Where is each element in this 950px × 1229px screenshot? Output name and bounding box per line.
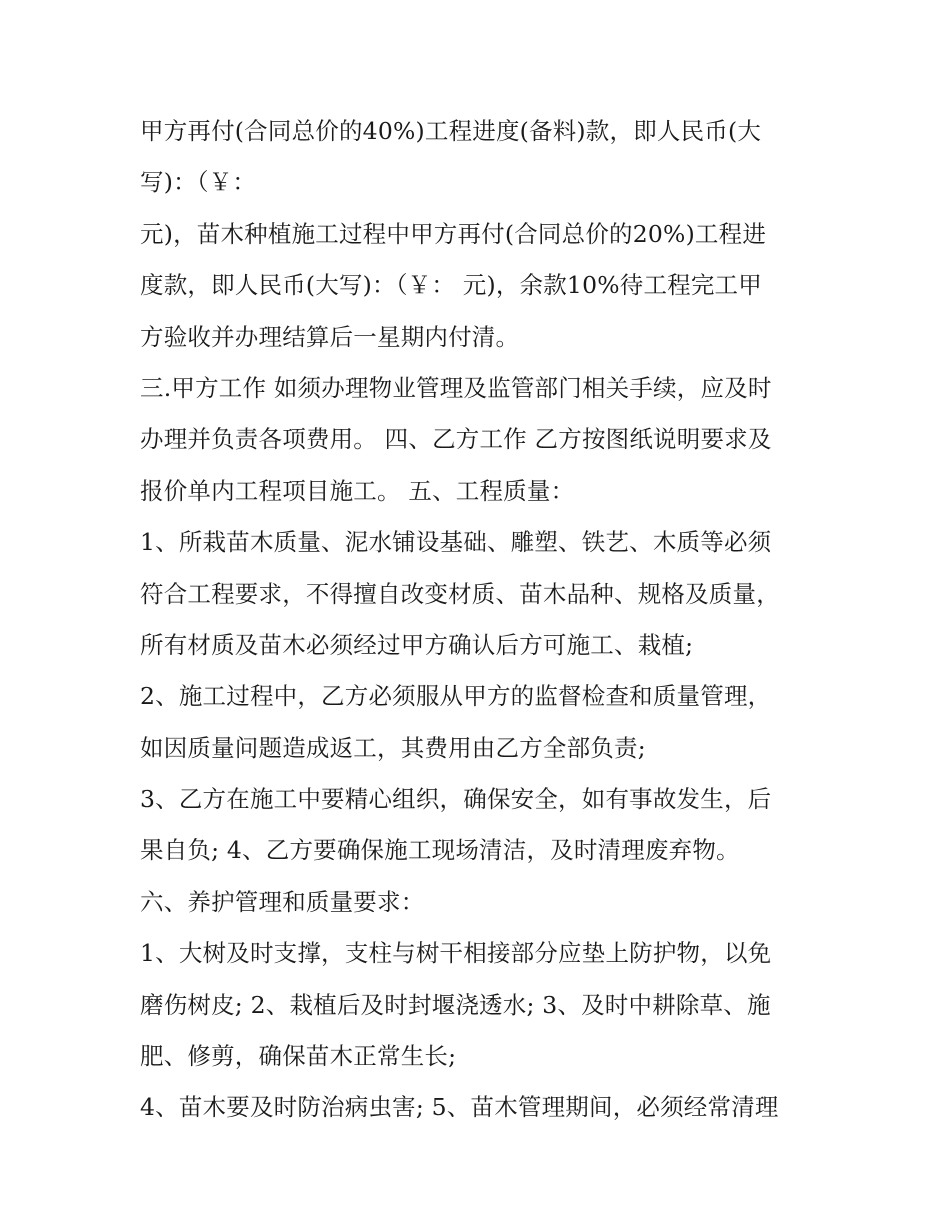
text-line: 所有材质及苗木必须经过甲方确认后方可施工、栽植; (140, 630, 694, 659)
text-line: 三.甲方工作 如须办理物业管理及监管部门相关手续，应及时 (140, 373, 772, 402)
text-line: 元)，苗木种植施工过程中甲方再付(合同总价的20%)工程进 (140, 219, 767, 248)
text-line: 1、大树及时支撑，支柱与树干相接部分应垫上防护物，以免 (140, 939, 772, 968)
text-line: 写)：（￥： (140, 168, 257, 197)
text-line: 1、所栽苗木质量、泥水铺设基础、雕塑、铁艺、木质等必须 (140, 528, 772, 557)
text-line: 六、养护管理和质量要求： (140, 887, 425, 916)
text-line: 4、苗木要及时防治病虫害; 5、苗木管理期间，必须经常清理 (140, 1093, 779, 1122)
text-line: 果自负; 4、乙方要确保施工现场清洁，及时清理废弃物。 (140, 836, 740, 865)
text-line: 肥、修剪，确保苗木正常生长; (140, 1042, 457, 1071)
text-line: 方验收并办理结算后一星期内付清。 (140, 322, 520, 351)
text-line: 磨伤树皮; 2、栽植后及时封堰浇透水; 3、及时中耕除草、施 (140, 990, 771, 1019)
document-body (140, 106, 820, 1134)
text-line: 报价单内工程项目施工。 五、工程质量： (140, 476, 575, 505)
text-line: 3、乙方在施工中要精心组织，确保安全，如有事故发生，后 (140, 785, 772, 814)
text-line: 符合工程要求，不得擅自改变材质、苗木品种、规格及质量， (140, 579, 780, 608)
text-line: 如因质量问题造成返工，其费用由乙方全部负责; (140, 733, 646, 762)
text-line: 度款，即人民币(大写)：（￥： 元)，余款10%待工程完工甲 (140, 271, 762, 300)
text-line: 办理并负责各项费用。 四、乙方工作 乙方按图纸说明要求及 (140, 425, 772, 454)
text-line: 2、施工过程中，乙方必须服从甲方的监督检查和质量管理， (140, 682, 772, 711)
text-line: 甲方再付(合同总价的40%)工程进度(备料)款，即人民币(大 (140, 117, 762, 145)
